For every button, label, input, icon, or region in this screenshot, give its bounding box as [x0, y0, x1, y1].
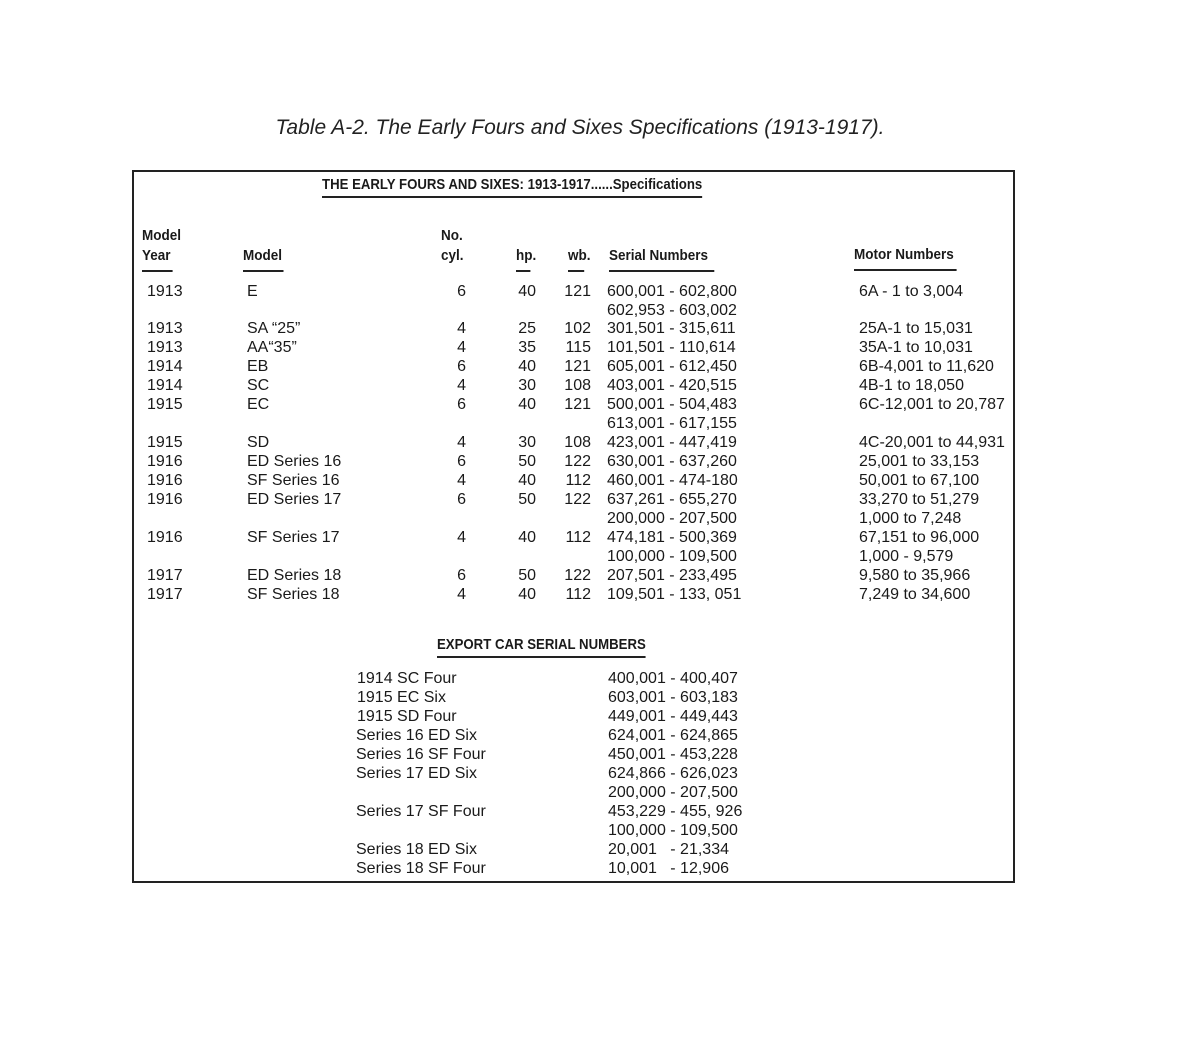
cell-hp: 50: [518, 453, 536, 470]
export-serial: 10,001 - 12,906: [608, 860, 729, 877]
cell-motor: 4C-20,001 to 44,931: [859, 434, 1005, 451]
cell-model: SF Series 17: [247, 529, 340, 546]
cell-wb: 115: [565, 339, 591, 356]
header-serial-numbers-text: Serial Numbers: [609, 247, 709, 264]
cell-model: SA “25”: [247, 320, 301, 337]
header-model-year-line1: Model: [142, 227, 182, 244]
cell-cyl: 6: [457, 396, 466, 413]
cell-model: SC: [247, 377, 270, 394]
cell-wb: 108: [564, 434, 591, 451]
header-horsepower: [516, 246, 536, 272]
cell-serial: 500,001 - 504,483: [607, 396, 737, 413]
cell-serial: 460,001 - 474-180: [607, 472, 738, 489]
cell-cyl: 4: [457, 434, 466, 451]
export-serial: 449,001 - 449,443: [608, 708, 738, 725]
table-row: [0, 452, 980, 471]
header-cylinders: [441, 226, 464, 266]
cell-serial: 200,000 - 207,500: [607, 510, 737, 527]
cell-hp: 40: [518, 472, 536, 489]
cell-model: E: [247, 283, 258, 300]
cell-wb: 121: [564, 358, 591, 375]
cell-wb: 122: [564, 491, 591, 508]
cell-motor: 6B-4,001 to 11,620: [859, 358, 994, 375]
cell-serial: 602,953 - 603,002: [607, 302, 737, 319]
cell-cyl: 6: [457, 567, 466, 584]
cell-serial: 101,501 - 110,614: [607, 339, 736, 356]
cell-serial: 403,001 - 420,515: [607, 377, 737, 394]
export-model: 1914 SC Four: [357, 670, 457, 687]
cell-cyl: 4: [457, 320, 466, 337]
header-wheelbase: [568, 246, 591, 272]
header-underline: [854, 269, 957, 271]
cell-cyl: 6: [457, 283, 466, 300]
cell-wb: 112: [565, 529, 591, 546]
table-row: [0, 433, 1005, 452]
table-row: [0, 414, 880, 433]
cell-serial: 613,001 - 617,155: [607, 415, 737, 432]
header-cylinders-line1: No.: [441, 227, 463, 244]
cell-motor: 1,000 - 9,579: [859, 548, 954, 565]
cell-wb: 121: [564, 396, 591, 413]
cell-model: AA“35”: [247, 339, 297, 356]
cell-cyl: 6: [457, 453, 466, 470]
cell-year: 1917: [147, 586, 183, 603]
export-model: Series 16 SF Four: [356, 746, 486, 763]
header-motor-numbers-text: Motor Numbers: [854, 246, 954, 263]
table-heading-text: THE EARLY FOURS AND SIXES: 1913-1917......Specifications: [322, 176, 703, 193]
cell-year: 1913: [147, 320, 183, 337]
cell-model: EC: [247, 396, 270, 413]
export-serial: 100,000 - 109,500: [608, 822, 738, 839]
export-model: Series 17 SF Four: [356, 803, 486, 820]
cell-cyl: 6: [457, 358, 466, 375]
table-row: [0, 376, 964, 395]
cell-year: 1916: [147, 472, 183, 489]
cell-hp: 40: [518, 586, 536, 603]
cell-model: EB: [247, 358, 269, 375]
header-underline: [609, 270, 714, 272]
cell-serial: 207,501 - 233,495: [607, 567, 737, 584]
export-serial: 624,001 - 624,865: [608, 727, 738, 744]
cell-year: 1917: [147, 567, 183, 584]
export-serial: 400,001 - 400,407: [608, 670, 738, 687]
cell-year: 1914: [147, 358, 183, 375]
header-wheelbase-text: wb.: [568, 247, 591, 264]
cell-hp: 40: [518, 283, 536, 300]
cell-motor: 25A-1 to 15,031: [859, 320, 973, 337]
cell-motor: 6A - 1 to 3,004: [859, 283, 964, 300]
header-model-text: Model: [243, 247, 283, 264]
table-heading-rule: [322, 196, 702, 198]
table-row: [0, 471, 980, 490]
cell-wb: 112: [565, 472, 591, 489]
cell-motor: 1,000 to 7,248: [859, 510, 962, 527]
header-motor-numbers: [854, 245, 957, 271]
header-underline: [516, 270, 530, 272]
cell-wb: 102: [564, 320, 591, 337]
cell-model: ED Series 16: [247, 453, 342, 470]
table-row: [0, 282, 964, 301]
export-serial: 453,229 - 455, 926: [608, 803, 743, 820]
table-row: [0, 528, 980, 547]
table-row: [0, 319, 973, 338]
cell-model: SF Series 16: [247, 472, 340, 489]
table-heading: [322, 176, 702, 198]
cell-motor: 4B-1 to 18,050: [859, 377, 964, 394]
cell-hp: 40: [518, 529, 536, 546]
table-row: [0, 566, 971, 585]
cell-cyl: 4: [457, 377, 466, 394]
cell-serial: 637,261 - 655,270: [607, 491, 737, 508]
cell-motor: 67,151 to 96,000: [859, 529, 980, 546]
header-model-year-line2: Year: [142, 247, 171, 264]
cell-year: 1913: [147, 339, 183, 356]
cell-hp: 50: [518, 567, 536, 584]
cell-hp: 30: [518, 434, 536, 451]
cell-hp: 40: [518, 396, 536, 413]
cell-model: SF Series 18: [247, 586, 340, 603]
cell-model: SD: [247, 434, 270, 451]
cell-wb: 122: [564, 453, 591, 470]
cell-cyl: 4: [457, 339, 466, 356]
header-model: [243, 246, 284, 272]
table-row: [0, 509, 962, 528]
cell-motor: 6C-12,001 to 20,787: [859, 396, 1005, 413]
export-heading-rule: [437, 656, 646, 658]
cell-year: 1915: [147, 434, 183, 451]
cell-hp: 35: [518, 339, 536, 356]
header-cylinders-line2: cyl.: [441, 247, 464, 264]
table-row: [0, 357, 994, 376]
cell-serial: 600,001 - 602,800: [607, 283, 737, 300]
cell-wb: 122: [564, 567, 591, 584]
cell-motor: 25,001 to 33,153: [859, 453, 980, 470]
cell-year: 1915: [147, 396, 183, 413]
cell-serial: 109,501 - 133, 051: [607, 586, 742, 603]
table-row: [0, 490, 980, 509]
cell-motor: 33,270 to 51,279: [859, 491, 980, 508]
cell-cyl: 6: [457, 491, 466, 508]
cell-serial: 301,501 - 315,611: [607, 320, 736, 337]
cell-hp: 30: [518, 377, 536, 394]
cell-serial: 605,001 - 612,450: [607, 358, 737, 375]
cell-serial: 100,000 - 109,500: [607, 548, 737, 565]
header-model-year: [142, 226, 181, 272]
cell-hp: 50: [518, 491, 536, 508]
cell-cyl: 4: [457, 472, 466, 489]
export-model: Series 17 ED Six: [356, 765, 477, 782]
cell-motor: 9,580 to 35,966: [859, 567, 971, 584]
export-serial: 603,001 - 603,183: [608, 689, 738, 706]
cell-year: 1916: [147, 453, 183, 470]
cell-serial: 474,181 - 500,369: [607, 529, 737, 546]
header-serial-numbers: [609, 246, 714, 272]
cell-motor: 35A-1 to 10,031: [859, 339, 973, 356]
cell-serial: 630,001 - 637,260: [607, 453, 737, 470]
export-model: 1915 SD Four: [357, 708, 457, 725]
export-serial: 450,001 - 453,228: [608, 746, 738, 763]
cell-hp: 40: [518, 358, 536, 375]
cell-model: ED Series 18: [247, 567, 342, 584]
cell-hp: 25: [518, 320, 536, 337]
table-row: [0, 301, 880, 320]
cell-year: 1916: [147, 529, 183, 546]
export-model: Series 16 ED Six: [356, 727, 477, 744]
export-heading: [437, 636, 646, 658]
export-model: 1915 EC Six: [357, 689, 446, 706]
export-model: Series 18 ED Six: [356, 841, 477, 858]
cell-model: ED Series 17: [247, 491, 342, 508]
cell-year: 1913: [147, 283, 183, 300]
cell-serial: 423,001 - 447,419: [607, 434, 737, 451]
cell-cyl: 4: [457, 586, 466, 603]
export-serial: 624,866 - 626,023: [608, 765, 738, 782]
export-heading-text: EXPORT CAR SERIAL NUMBERS: [437, 636, 646, 653]
export-serial: 200,000 - 207,500: [608, 784, 738, 801]
table-row: [0, 338, 973, 357]
cell-wb: 121: [564, 283, 591, 300]
cell-motor: 7,249 to 34,600: [859, 586, 971, 603]
export-serial: 20,001 - 21,334: [608, 841, 729, 858]
header-underline: [568, 270, 584, 272]
cell-wb: 108: [564, 377, 591, 394]
cell-wb: 112: [565, 586, 591, 603]
cell-motor: 50,001 to 67,100: [859, 472, 980, 489]
table-row: [0, 547, 954, 566]
header-underline: [142, 270, 173, 272]
header-underline: [243, 270, 284, 272]
table-row: [0, 585, 971, 604]
cell-year: 1914: [147, 377, 183, 394]
export-model: Series 18 SF Four: [356, 860, 486, 877]
header-horsepower-text: hp.: [516, 247, 537, 264]
table-caption: Table A-2. The Early Fours and Sixes Specifications (1913-1917).: [275, 116, 885, 139]
cell-cyl: 4: [457, 529, 466, 546]
table-row: [0, 395, 1005, 414]
cell-year: 1916: [147, 491, 183, 508]
